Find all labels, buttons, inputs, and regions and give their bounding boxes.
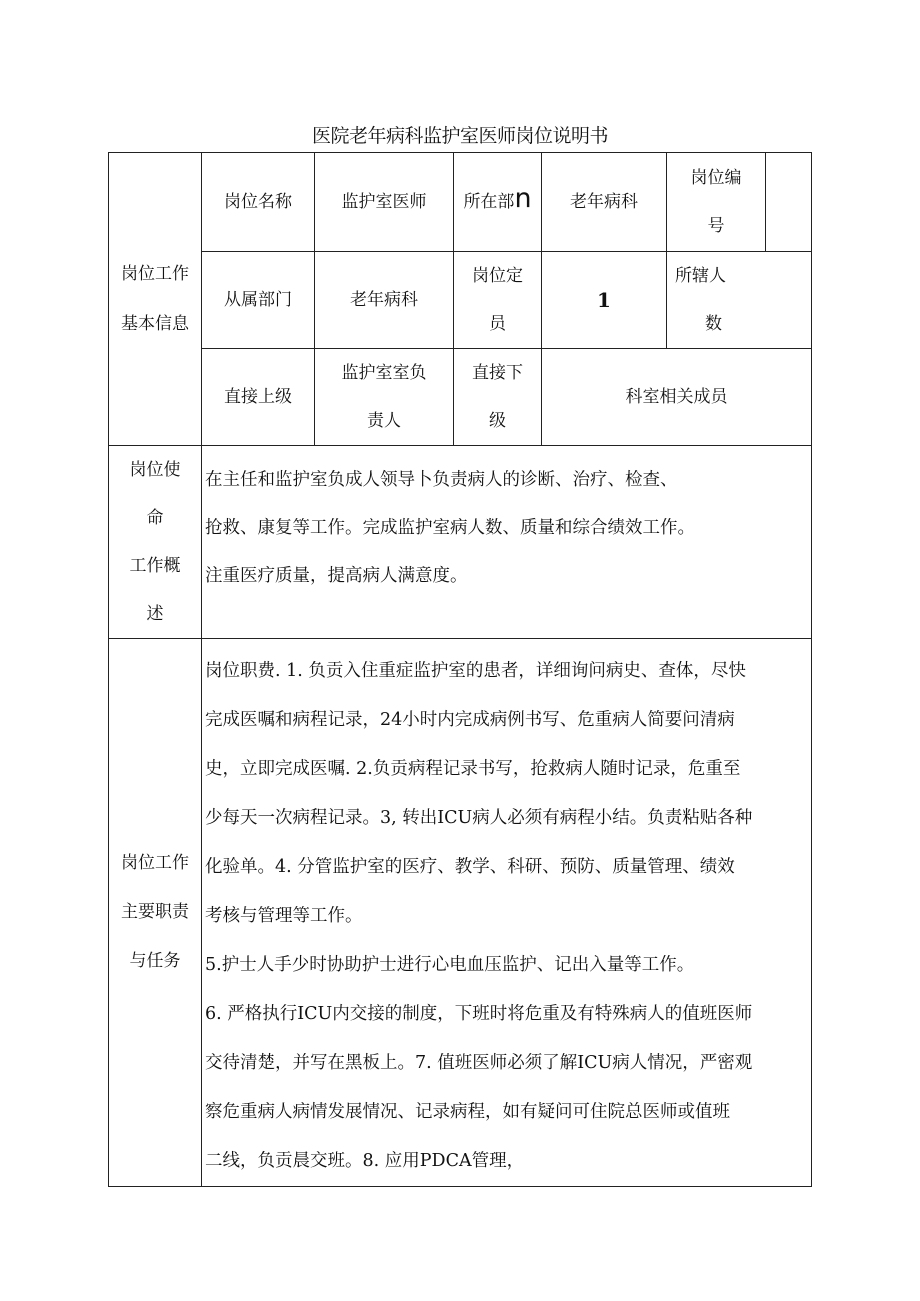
- section-basic-info: [109, 153, 202, 446]
- label-job-name: 岗位名称: [202, 153, 315, 252]
- value-quota: 1: [542, 252, 667, 349]
- section-mission: [109, 446, 202, 639]
- table-row: [109, 252, 812, 349]
- label-subordinate-line2: 级: [489, 411, 506, 431]
- label-superior: 直接上级: [202, 349, 315, 446]
- mission-line: 在主任和监护室负成人领导卜负责病人的诊断、治疗、检查、: [205, 470, 678, 490]
- section-duties-line2: 主要职责: [121, 902, 189, 922]
- table-row: [109, 639, 812, 1187]
- label-subordinate-line1: 直接下: [472, 363, 523, 383]
- section-duties: [109, 639, 202, 1187]
- mission-line: 注重医疗质量，提高病人满意度。: [205, 566, 468, 586]
- section-basic-line1: 岗位工作: [121, 264, 189, 284]
- value-superior-line1: 监护室室负: [341, 363, 427, 383]
- duty-line: 6. 严格执行ICU内交接的制度，下班时将危重及有特殊病人的值班医师: [205, 1004, 753, 1024]
- value-parent-dept: 老年病科: [315, 252, 454, 349]
- label-department: [454, 153, 542, 252]
- duty-line: 考核与管理等工作。: [205, 906, 363, 926]
- duty-line: 化验单。4. 分管监护室的医疗、教学、科研、预防、质量管理、绩效: [205, 857, 735, 877]
- mission-text: [202, 446, 812, 639]
- label-department-text: 所在部: [463, 192, 515, 212]
- mission-line: 抢救、康复等工作。完成监护室病人数、质量和综合绩效工作。: [205, 518, 695, 538]
- label-staff-count: [667, 252, 812, 349]
- value-superior: [315, 349, 454, 446]
- duty-line: 5.护士人手少时协助护士进行心电血压监护、记出入量等工作。: [205, 955, 695, 975]
- value-job-code: [766, 153, 812, 252]
- duty-line: 少每天一次病程记录。3, 转出ICU病人必须有病程小结。负责粘贴各种: [205, 808, 753, 828]
- duties-text: [202, 639, 812, 1187]
- section-mission-line2: 命: [146, 508, 164, 528]
- label-parent-dept: 从属部门: [202, 252, 315, 349]
- label-job-code-line2: 号: [707, 216, 725, 236]
- label-quota: [454, 252, 542, 349]
- label-job-code: [667, 153, 766, 252]
- label-quota-line1: 岗位定: [472, 266, 523, 286]
- duty-line: 二线，负贡晨交班。8. 应用PDCA管理，: [205, 1151, 525, 1171]
- value-superior-line2: 责人: [367, 411, 401, 431]
- label-quota-line2: 员: [489, 314, 506, 334]
- table-row: [109, 446, 812, 639]
- section-duties-line3: 与任务: [129, 951, 181, 971]
- value-job-name: 监护室医师: [315, 153, 454, 252]
- section-mission-line1: 岗位使: [129, 460, 181, 480]
- value-department: 老年病科: [542, 153, 667, 252]
- table-row: [109, 153, 812, 252]
- section-basic-line2: 基本信息: [121, 314, 189, 334]
- duty-line: 交待清楚，并写在黑板上。7. 值班医师必须了解ICU病人情况，严密观: [205, 1053, 753, 1073]
- section-duties-line1: 岗位工作: [121, 853, 189, 873]
- section-mission-line3: 工作概: [129, 556, 181, 576]
- label-department-tail: n: [514, 183, 532, 214]
- label-subordinate: [454, 349, 542, 446]
- label-job-code-line1: 岗位编: [690, 168, 742, 188]
- table-row: [109, 349, 812, 446]
- job-description-table: [108, 152, 812, 1187]
- label-staff-count-line1: 所辖人: [675, 266, 726, 286]
- duty-line: 察危重病人病情发展情况、记录病程，如有疑问可住院总医师或值班: [205, 1102, 730, 1122]
- duty-line: 史，立即完成医嘱. 2.负贡病程记录书写，抢救病人随时记录，危重至: [205, 759, 741, 779]
- section-mission-line4: 述: [146, 604, 164, 624]
- value-subordinate: 科室相关成员: [542, 349, 812, 446]
- duty-line: 完成医嘱和病程记录，24小时内完成病例书写、危重病人简要问清病: [205, 710, 735, 730]
- document-title: 医院老年病科监护室医师岗位说明书: [311, 125, 608, 147]
- duty-line: 岗位职费. 1. 负贡入住重症监护室的患者，详细询问病史、查体，尽快: [205, 661, 746, 681]
- label-staff-count-line2: 数: [705, 314, 722, 334]
